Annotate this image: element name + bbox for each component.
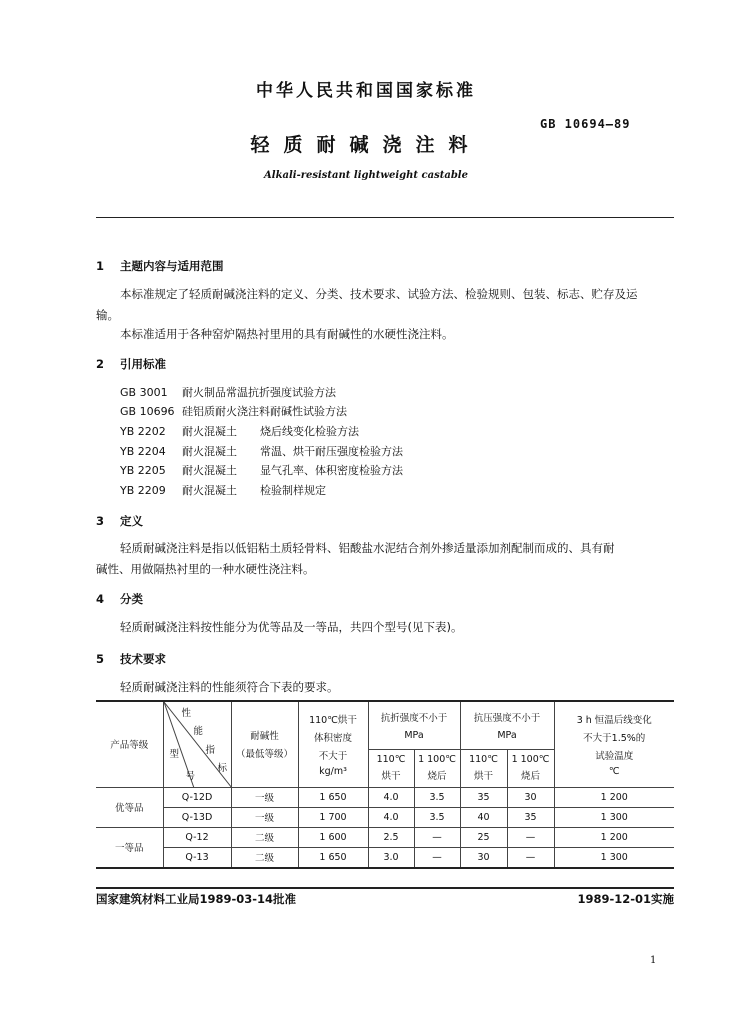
flex-fired-cell: 3.5 <box>414 787 460 807</box>
comp-dry-cell: 25 <box>460 827 507 847</box>
page-number: 1 <box>650 955 657 966</box>
section-number: 5 <box>96 652 105 666</box>
reference-code: GB 3001 <box>120 386 168 399</box>
table-row <box>96 787 674 807</box>
comp-fired-cell: — <box>507 847 554 868</box>
reference-name: 耐火混凝土 <box>182 425 237 438</box>
diagonal-lines <box>164 702 232 788</box>
approval-note: 国家建筑材料工业局1989-03-14批准 <box>96 892 297 906</box>
reference-code: YB 2205 <box>120 464 166 477</box>
section-title: 分类 <box>120 592 143 606</box>
section-5-paragraph: 轻质耐碱浇注料的性能须符合下表的要求。 <box>120 680 339 694</box>
diag-label-biao: 标 <box>217 763 228 774</box>
reference-subtitle: 检验制样规定 <box>260 484 326 497</box>
header-shrinkage-line1: 3 h 恒温后线变化 <box>576 714 652 726</box>
table-row <box>96 807 674 827</box>
reference-item <box>120 462 403 478</box>
grade-cell: 优等品 <box>96 787 163 827</box>
reference-code: YB 2204 <box>120 445 166 458</box>
temp-cell: 1 200 <box>554 827 674 847</box>
model-cell: Q-13 <box>163 847 231 868</box>
reference-item <box>120 443 403 459</box>
diag-label-hao: 号 <box>185 771 196 782</box>
reference-name: 耐火混凝土 <box>182 464 237 477</box>
header-shrinkage <box>554 701 674 787</box>
section-title: 主题内容与适用范围 <box>120 259 224 273</box>
flex-fired-cell: — <box>414 827 460 847</box>
subheader-comp-fired <box>507 749 554 787</box>
paragraph-text: 本标准规定了轻质耐碱浇注料的定义、分类、技术要求、试验方法、检验规则、包装、标志、贮存及运 <box>120 287 638 301</box>
alkali-cell: 一级 <box>231 787 298 807</box>
comp-fired-cell: 35 <box>507 807 554 827</box>
section-3-paragraph-cont: 碱性、用做隔热衬里的一种水硬性浇注料。 <box>96 562 315 576</box>
diag-label-neng: 能 <box>193 726 204 737</box>
implementation-date: 1989-12-01实施 <box>577 892 674 906</box>
flex-dry-cell: 3.0 <box>368 847 414 868</box>
diag-label-type: 型 <box>169 749 180 760</box>
section-title: 定义 <box>120 514 143 528</box>
reference-item <box>120 482 326 498</box>
comp-dry-cell: 35 <box>460 787 507 807</box>
footer-rule <box>96 887 674 889</box>
header-rule <box>96 217 674 218</box>
reference-subtitle: 显气孔率、体积密度检验方法 <box>260 464 403 477</box>
section-1-paragraph-2: 本标准适用于各种窑炉隔热衬里用的具有耐碱性的水硬性浇注料。 <box>120 327 454 341</box>
flex-fired-cell: 3.5 <box>414 807 460 827</box>
model-cell: Q-12 <box>163 827 231 847</box>
section-title: 技术要求 <box>120 652 166 666</box>
header-density <box>298 701 368 787</box>
reference-subtitle: 常温、烘干耐压强度检验方法 <box>260 445 403 458</box>
subheader-state: 烧后 <box>427 771 447 782</box>
reference-code: YB 2209 <box>120 484 166 497</box>
subheader-flex-dry <box>368 749 414 787</box>
header-density-unit: kg/m³ <box>319 765 347 777</box>
document-title: 轻质耐碱浇注料 <box>250 134 482 156</box>
section-2-heading <box>96 356 166 372</box>
performance-table <box>96 700 674 869</box>
comp-fired-cell: — <box>507 827 554 847</box>
header-density-line3: 不大于 <box>318 750 348 762</box>
subheader-state: 烧后 <box>520 771 540 782</box>
section-1-paragraph-1 <box>96 284 674 305</box>
alkali-cell: 二级 <box>231 847 298 868</box>
header-alkali <box>231 701 298 787</box>
subheader-temp: 1 100℃ <box>511 754 550 765</box>
reference-subtitle: 烧后线变化检验方法 <box>260 425 359 438</box>
model-cell: Q-12D <box>163 787 231 807</box>
header-density-line1: 110℃烘干 <box>309 714 357 726</box>
flex-dry-cell: 4.0 <box>368 807 414 827</box>
reference-item <box>120 423 359 439</box>
document-title-english: Alkali-resistant lightweight castable <box>264 170 468 181</box>
reference-code: YB 2202 <box>120 425 166 438</box>
subheader-comp-dry <box>460 749 507 787</box>
header-compressive-title: 抗压强度不小于 <box>473 712 541 724</box>
section-title: 引用标准 <box>120 357 166 371</box>
header-flexural <box>368 701 460 749</box>
section-number: 2 <box>96 357 105 371</box>
density-cell: 1 600 <box>298 827 368 847</box>
flex-dry-cell: 4.0 <box>368 787 414 807</box>
section-number: 1 <box>96 259 105 273</box>
reference-item <box>120 384 336 400</box>
header-alkali-line2: （最低等级） <box>235 749 293 761</box>
header-compressive <box>460 701 554 749</box>
header-diagonal-cell <box>163 701 231 787</box>
reference-name: 耐火混凝土 <box>182 484 237 497</box>
density-cell: 1 650 <box>298 787 368 807</box>
temp-cell: 1 300 <box>554 847 674 868</box>
table-row <box>96 827 674 847</box>
density-cell: 1 700 <box>298 807 368 827</box>
reference-item <box>120 403 347 419</box>
temp-cell: 1 300 <box>554 807 674 827</box>
section-number: 3 <box>96 514 105 528</box>
section-1-paragraph-1-cont: 输。 <box>96 308 119 322</box>
section-1-heading <box>96 258 224 274</box>
header-alkali-line1: 耐碱性 <box>250 731 279 743</box>
standard-type-heading: 中华人民共和国国家标准 <box>256 81 476 101</box>
flex-dry-cell: 2.5 <box>368 827 414 847</box>
subheader-state: 烘干 <box>381 771 401 782</box>
diag-label-xing: 性 <box>181 708 192 719</box>
reference-code: GB 10696 <box>120 405 175 418</box>
temp-cell: 1 200 <box>554 787 674 807</box>
header-shrinkage-line2: 不大于1.5%的 <box>583 732 646 744</box>
header-density-line2: 体积密度 <box>313 732 352 744</box>
standard-code: GB 10694—89 <box>540 117 631 131</box>
section-4-heading <box>96 591 143 607</box>
section-5-heading <box>96 651 166 667</box>
reference-name: 耐火制品常温抗折强度试验方法 <box>182 386 336 399</box>
header-flexural-title: 抗折强度不小于 <box>380 712 448 724</box>
grade-cell: 一等品 <box>96 827 163 868</box>
section-3-heading <box>96 513 143 529</box>
reference-name: 硅铝质耐火浇注料耐碱性试验方法 <box>182 405 347 418</box>
subheader-state: 烘干 <box>473 771 493 782</box>
subheader-temp: 1 100℃ <box>418 754 456 765</box>
section-4-paragraph: 轻质耐碱浇注料按性能分为优等品及一等品，共四个型号(见下表)。 <box>120 620 463 634</box>
subheader-temp: 110℃ <box>376 754 406 765</box>
section-3-paragraph: 轻质耐碱浇注料是指以低铝粘土质轻骨料、铝酸盐水泥结合剂外掺适量添加剂配制而成的、具有耐 <box>120 541 615 555</box>
subheader-flex-fired <box>414 749 460 787</box>
header-grade: 产品等级 <box>96 701 163 787</box>
diag-label-zhi: 指 <box>205 745 216 756</box>
flex-fired-cell: — <box>414 847 460 868</box>
header-shrinkage-unit: ℃ <box>608 765 620 777</box>
density-cell: 1 650 <box>298 847 368 868</box>
alkali-cell: 二级 <box>231 827 298 847</box>
comp-dry-cell: 30 <box>460 847 507 868</box>
section-number: 4 <box>96 592 105 606</box>
header-compressive-unit: MPa <box>497 729 517 741</box>
comp-dry-cell: 40 <box>460 807 507 827</box>
subheader-temp: 110℃ <box>469 754 498 765</box>
table-row <box>96 847 674 868</box>
header-flexural-unit: MPa <box>404 729 424 741</box>
alkali-cell: 一级 <box>231 807 298 827</box>
comp-fired-cell: 30 <box>507 787 554 807</box>
reference-name: 耐火混凝土 <box>182 445 237 458</box>
model-cell: Q-13D <box>163 807 231 827</box>
header-shrinkage-line3: 试验温度 <box>595 750 634 762</box>
